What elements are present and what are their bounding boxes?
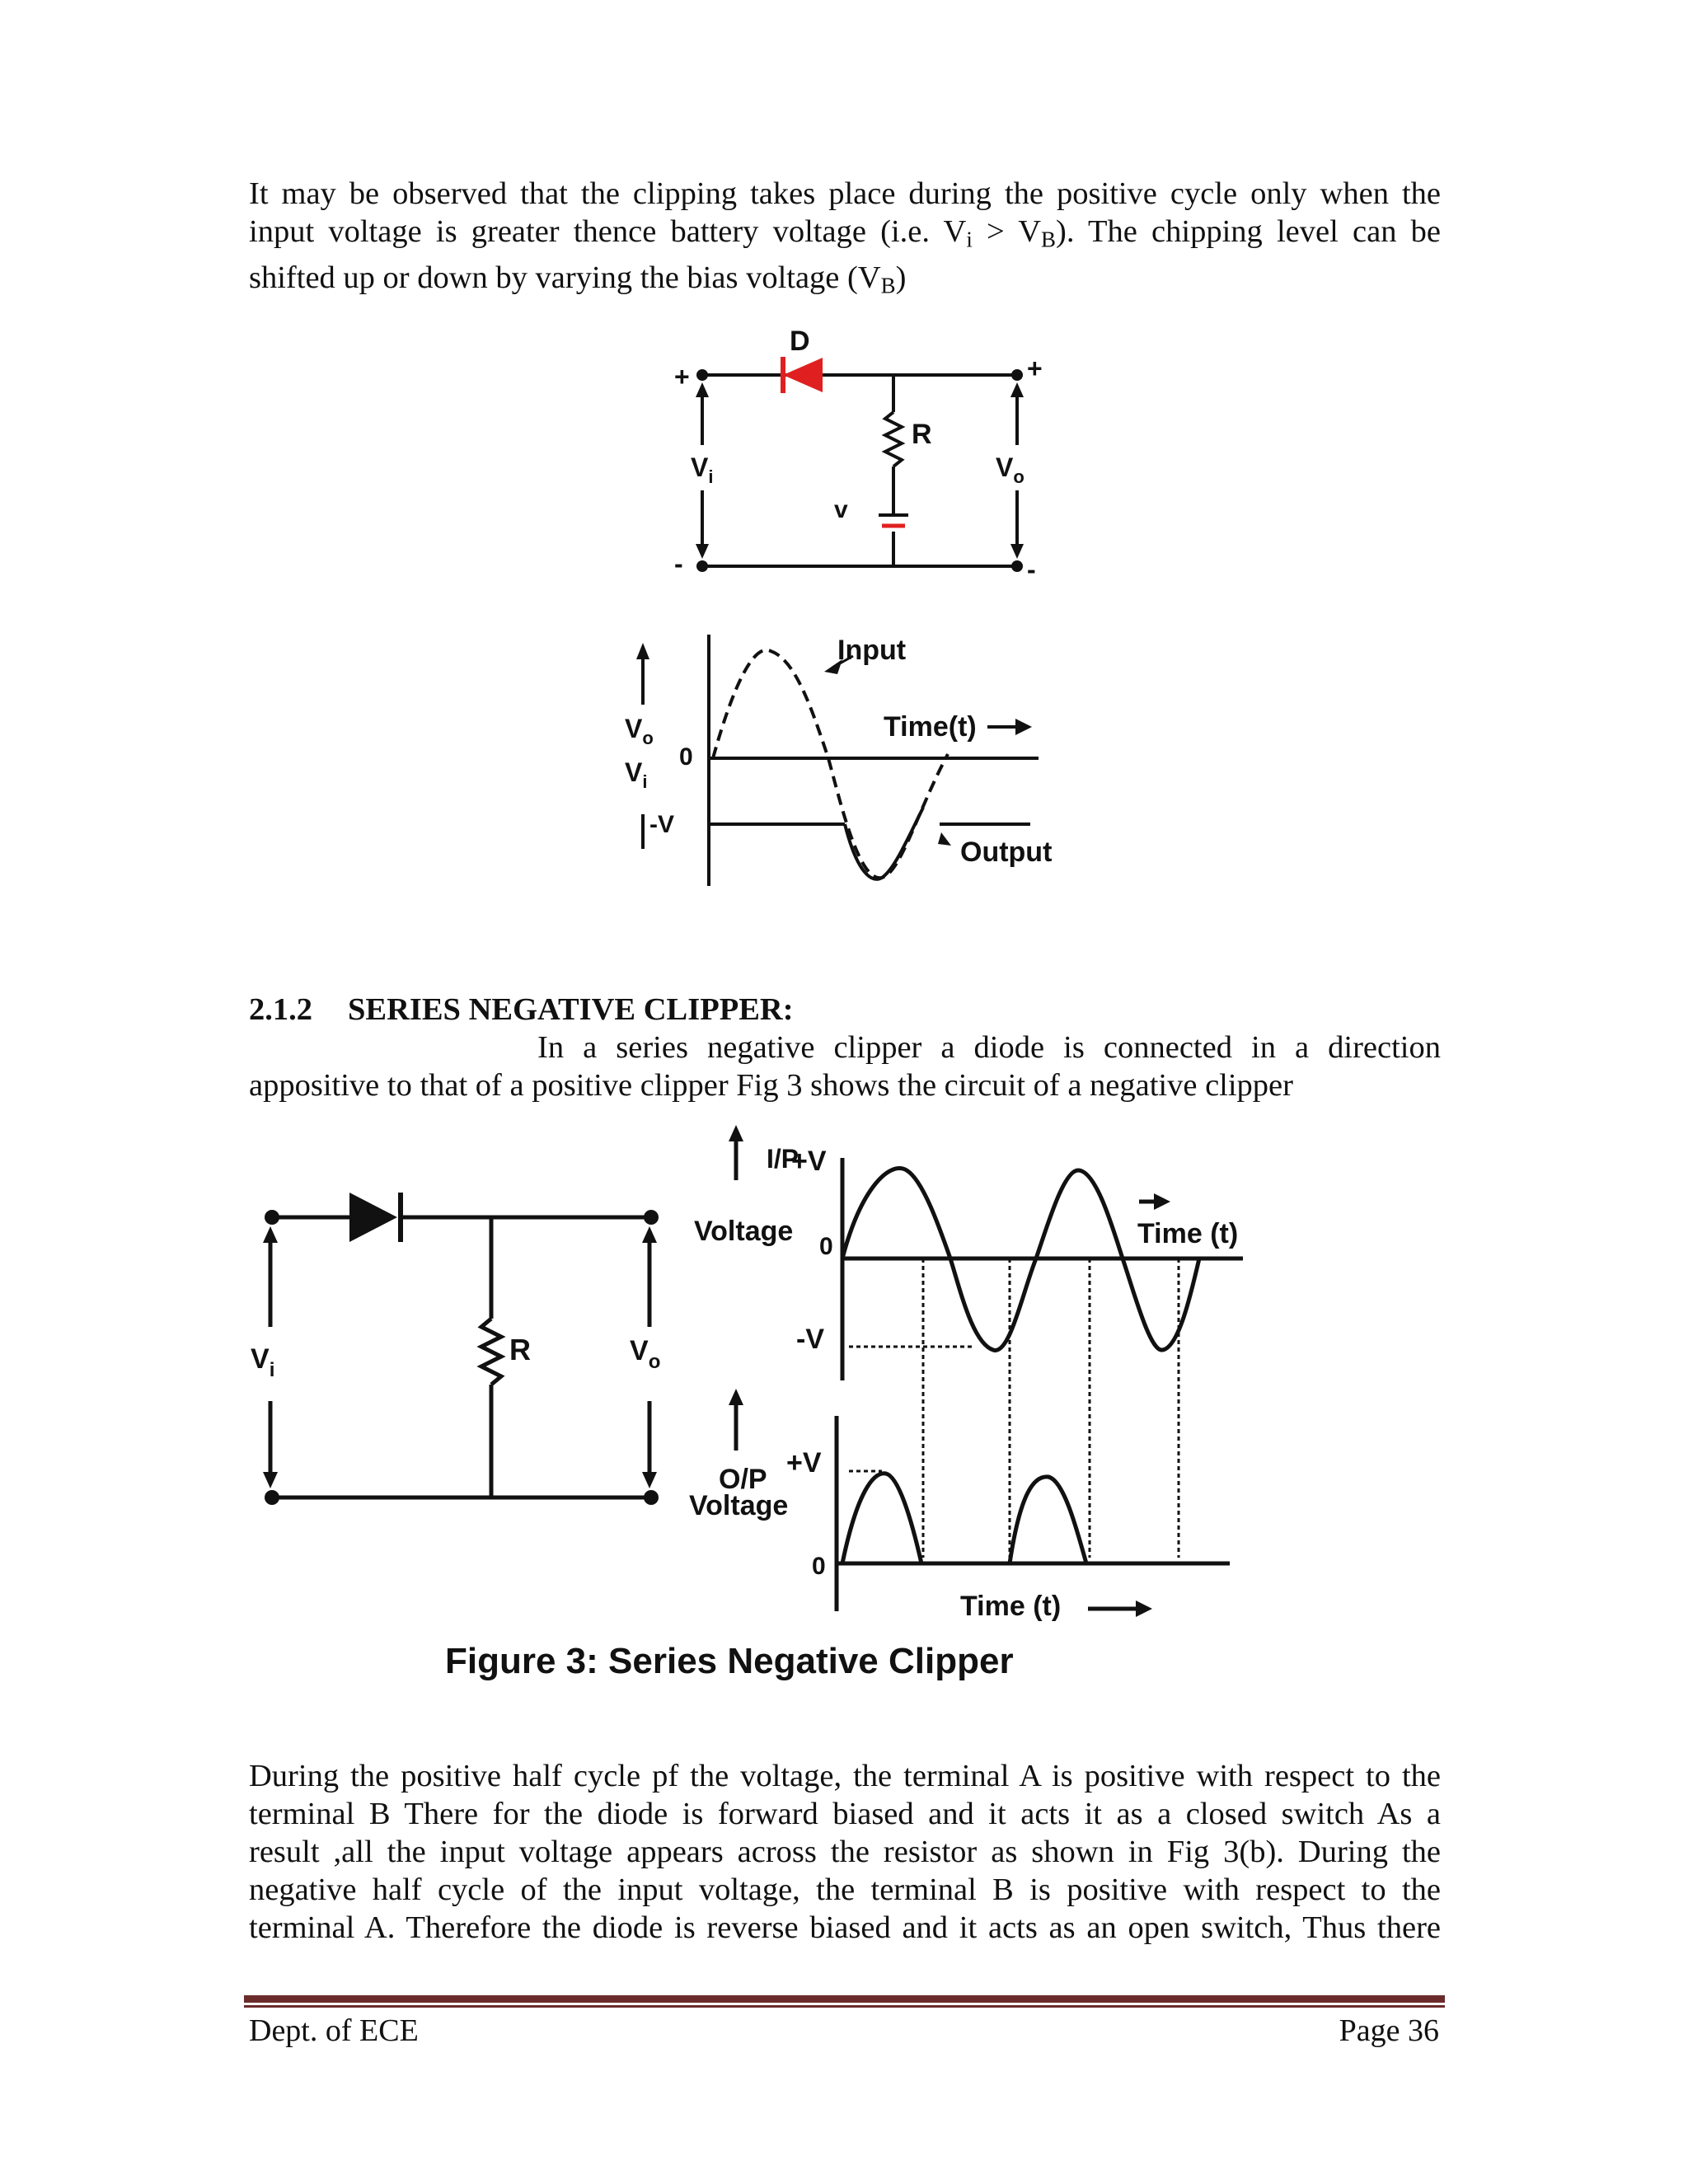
- text-line: During the positive half cycle pf the voltage, the terminal A is positive with respect to the: [249, 1759, 1441, 1793]
- ip-minus-v: -V: [796, 1324, 824, 1355]
- plus-right: +: [1027, 354, 1043, 383]
- time-tag: Time(t): [884, 711, 977, 743]
- op-arrow-head: [729, 1389, 743, 1405]
- minus-left: -: [674, 549, 683, 579]
- text-line: terminal B There for the diode is forward biased and it acts it as a closed switch As a: [249, 1797, 1441, 1831]
- op-time-label: Time (t): [960, 1591, 1062, 1622]
- ip-time-label: Time (t): [1137, 1218, 1239, 1249]
- subscript: B: [1041, 227, 1057, 252]
- resistor-zigzag: [481, 1319, 501, 1385]
- ip-zero: 0: [819, 1233, 833, 1260]
- vo-axis-label: $V_o$: [625, 714, 654, 748]
- vo-label: $V_o$: [630, 1335, 661, 1373]
- neg-v-label: -V: [649, 811, 674, 838]
- op-graph: [736, 1401, 1230, 1611]
- text-span: ): [895, 260, 907, 295]
- output-tag: Output: [960, 837, 1053, 868]
- diode-triangle: [349, 1193, 397, 1242]
- footer-page-number: Page 36: [1339, 2013, 1439, 2048]
- ip-time-arrow-head: [1154, 1193, 1170, 1210]
- text-line: In a series negative clipper a diode is connected in a direction: [537, 1030, 1441, 1065]
- op-half-wave-1: [842, 1474, 921, 1563]
- battery-label: v: [834, 496, 848, 523]
- vi-label: $V_i$: [251, 1343, 275, 1381]
- diode-label: D: [790, 326, 810, 357]
- resistor-label: R: [509, 1333, 531, 1366]
- zero-label: 0: [679, 743, 693, 771]
- vo-label: $V_o$: [996, 452, 1025, 487]
- text-line: appositive to that of a positive clipper Fig 3 shows the circuit of a negative clipper: [249, 1068, 1293, 1103]
- op-label-line1: O/P: [719, 1464, 767, 1495]
- op-time-arrow-head: [1136, 1601, 1152, 1617]
- op-plus-v: +V: [786, 1447, 822, 1479]
- text-span: input voltage is greater thence battery voltage (i.e. V: [249, 214, 967, 249]
- ip-label-line2: Voltage: [694, 1216, 794, 1247]
- op-label-line2: Voltage: [689, 1490, 789, 1521]
- text-line: It may be observed that the clipping takes place during the positive cycle only when the: [249, 176, 1441, 211]
- footer-rule-thin: [244, 2005, 1445, 2008]
- ip-label-line1: I/P: [767, 1144, 799, 1174]
- ip-arrow-head: [729, 1125, 743, 1141]
- text-line: negative half cycle of the input voltage, the terminal B is positive with respect to the: [249, 1872, 1441, 1907]
- section-title: SERIES NEGATIVE CLIPPER:: [348, 992, 794, 1027]
- footer-rule: [244, 1995, 1445, 2003]
- text-span: ). The chipping level can be: [1056, 214, 1441, 249]
- circuit-fig3: [270, 1217, 651, 1497]
- text-line: result ,all the input voltage appears across the resistor as shown in Fig 3(b). During the: [249, 1835, 1441, 1869]
- figure-caption: Figure 3: Series Negative Clipper: [445, 1641, 1014, 1681]
- dotted-guides: [849, 1258, 1179, 1558]
- op-zero: 0: [812, 1553, 826, 1580]
- plus-left: +: [674, 362, 690, 391]
- ip-plus-v: +V: [791, 1146, 827, 1177]
- text-line: terminal A. Therefore the diode is reverse biased and it acts as an open switch, Thus there: [249, 1910, 1441, 1945]
- section-number: 2.1.2: [249, 992, 312, 1027]
- vi-label: $V_i$: [691, 452, 714, 487]
- subscript: i: [966, 227, 973, 252]
- subscript: B: [880, 273, 896, 298]
- text-span: > V: [972, 214, 1042, 249]
- terminals-fig3: [263, 1210, 659, 1505]
- text-span: shifted up or down by varying the bias voltage (V: [249, 260, 881, 295]
- resistor-label: R: [912, 419, 932, 450]
- vi-axis-label: $V_i$: [625, 757, 648, 792]
- input-tag: Input: [837, 635, 907, 666]
- minus-right: -: [1027, 555, 1036, 584]
- footer-department: Dept. of ECE: [249, 2013, 419, 2048]
- op-half-wave-2: [1010, 1477, 1086, 1563]
- paragraph-operation: [249, 1757, 1441, 1947]
